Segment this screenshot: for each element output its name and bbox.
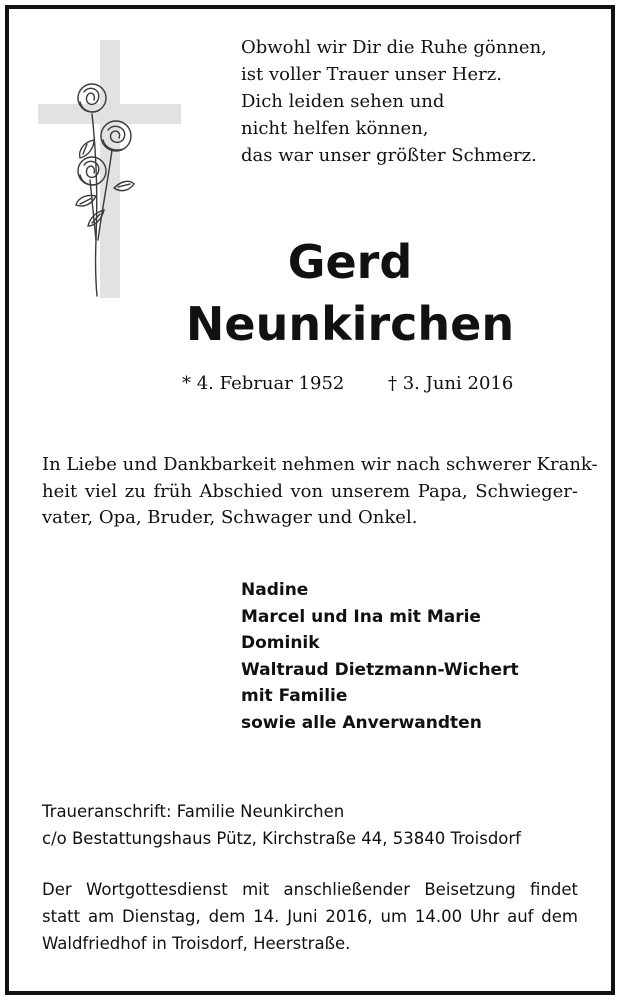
address-line: Traueranschrift: Familie Neunkirchen — [42, 802, 345, 821]
signers-list — [241, 577, 581, 736]
poem-line: ist voller Trauer unser Herz. — [241, 64, 502, 85]
mourning-address — [42, 798, 582, 852]
deceased-last-name: Neunkirchen — [185, 297, 515, 351]
poem-line: Obwohl wir Dir die Ruhe gönnen, — [241, 37, 547, 58]
service-line: Der Wortgottesdienst mit anschließender Beisetzung findet — [42, 880, 578, 899]
poem-line: nicht helfen können, — [241, 118, 429, 139]
intro-text — [42, 452, 598, 532]
service-line: Waldfriedhof in Troisdorf, Heerstraße. — [42, 934, 351, 953]
service-info — [42, 876, 578, 957]
intro-line: heit viel zu früh Abschied von unserem Papa, Schwieger- — [42, 480, 578, 502]
signer: Waltraud Dietzmann-Wichert — [241, 659, 519, 680]
service-line: statt am Dienstag, dem 14. Juni 2016, um 14.00 Uhr auf dem — [42, 907, 578, 926]
poem-line: das war unser größter Schmerz. — [241, 145, 537, 166]
intro-line: In Liebe und Dankbarkeit nehmen wir nach schwerer Krank- — [42, 454, 598, 475]
signer: Dominik — [241, 633, 320, 653]
signer: sowie alle Anverwandten — [241, 712, 482, 733]
intro-line: vater, Opa, Bruder, Schwager und Onkel. — [42, 507, 418, 528]
deceased-first-name: Gerd — [287, 235, 413, 289]
signer: Marcel und Ina mit Marie — [241, 606, 481, 627]
signer: Nadine — [241, 580, 309, 600]
signer: mit Familie — [241, 686, 348, 706]
poem-line: Dich leiden sehen und — [241, 91, 445, 112]
birth-date: * 4. Februar 1952 — [182, 373, 345, 394]
memorial-poem — [241, 34, 571, 169]
death-date: † 3. Juni 2016 — [388, 373, 514, 394]
address-line: c/o Bestattungshaus Pütz, Kirchstraße 44, 53840 Troisdorf — [42, 829, 521, 848]
